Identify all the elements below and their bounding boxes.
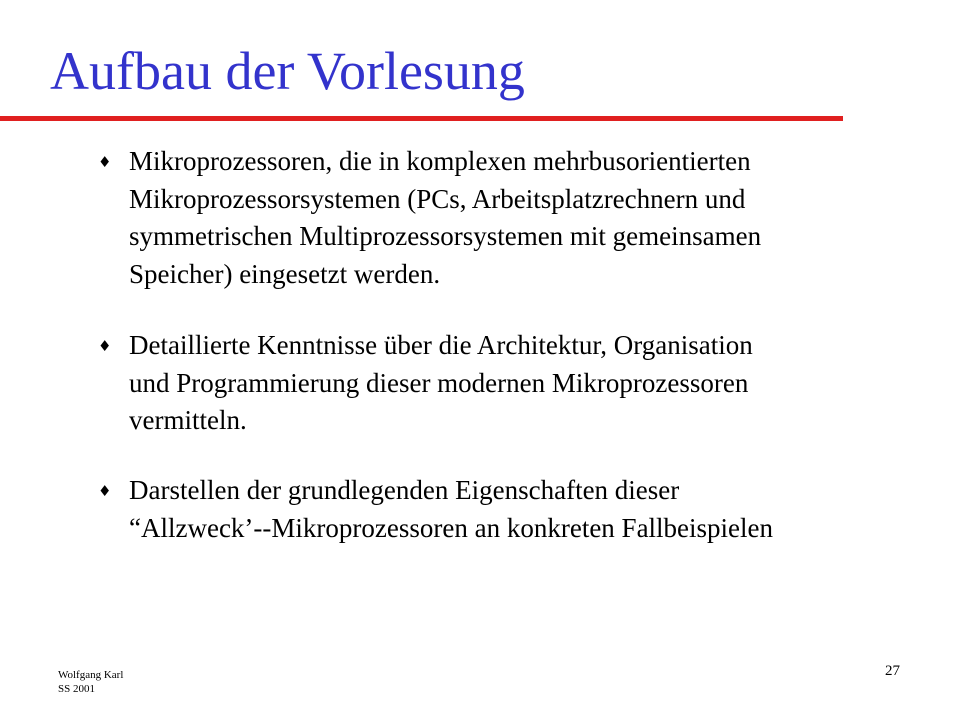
bullet-2-line-1: Detaillierte Kenntnisse über die Architektur, Organisation (129, 330, 753, 360)
bullet-text-1 (129, 143, 898, 293)
bullet-item-2 (98, 327, 898, 440)
diamond-bullet-icon: ♦ (98, 482, 112, 500)
title-underline (0, 116, 843, 121)
diamond-bullet-icon: ♦ (98, 337, 112, 355)
bullet-2-line-2: und Programmierung dieser modernen Mikroprozessoren (129, 367, 749, 398)
author-name: Wolfgang Karl (58, 669, 124, 681)
bullet-item-3 (98, 472, 898, 547)
bullet-1-line-2: Mikroprozessorsystemen (PCs, Arbeitsplatzrechnern und (129, 183, 746, 214)
diamond-bullet-icon: ♦ (98, 153, 112, 171)
bullet-3-line-1: Darstellen der grundlegenden Eigenschaften dieser (129, 475, 680, 505)
footer-author-block (58, 668, 123, 696)
slide-title: Aufbau der Vorlesung (50, 41, 525, 101)
semester-label: SS 2001 (58, 683, 95, 695)
bullet-3-line-2: “Allzweck’--Mikroprozessoren an konkreten Fallbeispielen (129, 512, 774, 543)
page-number: 27 (885, 663, 900, 679)
bullet-2-line-3: vermitteln. (129, 405, 247, 435)
bullet-1-line-4: Speicher) eingesetzt werden. (129, 258, 441, 289)
bullet-1-line-1: Mikroprozessoren, die in komplexen mehrbusorientierten (129, 146, 751, 176)
bullet-item-1 (98, 143, 898, 293)
bullet-text-3 (129, 472, 898, 547)
bullet-1-line-3: symmetrischen Multiprozessorsystemen mit gemeinsamen (129, 221, 762, 251)
bullet-text-2 (129, 327, 898, 440)
